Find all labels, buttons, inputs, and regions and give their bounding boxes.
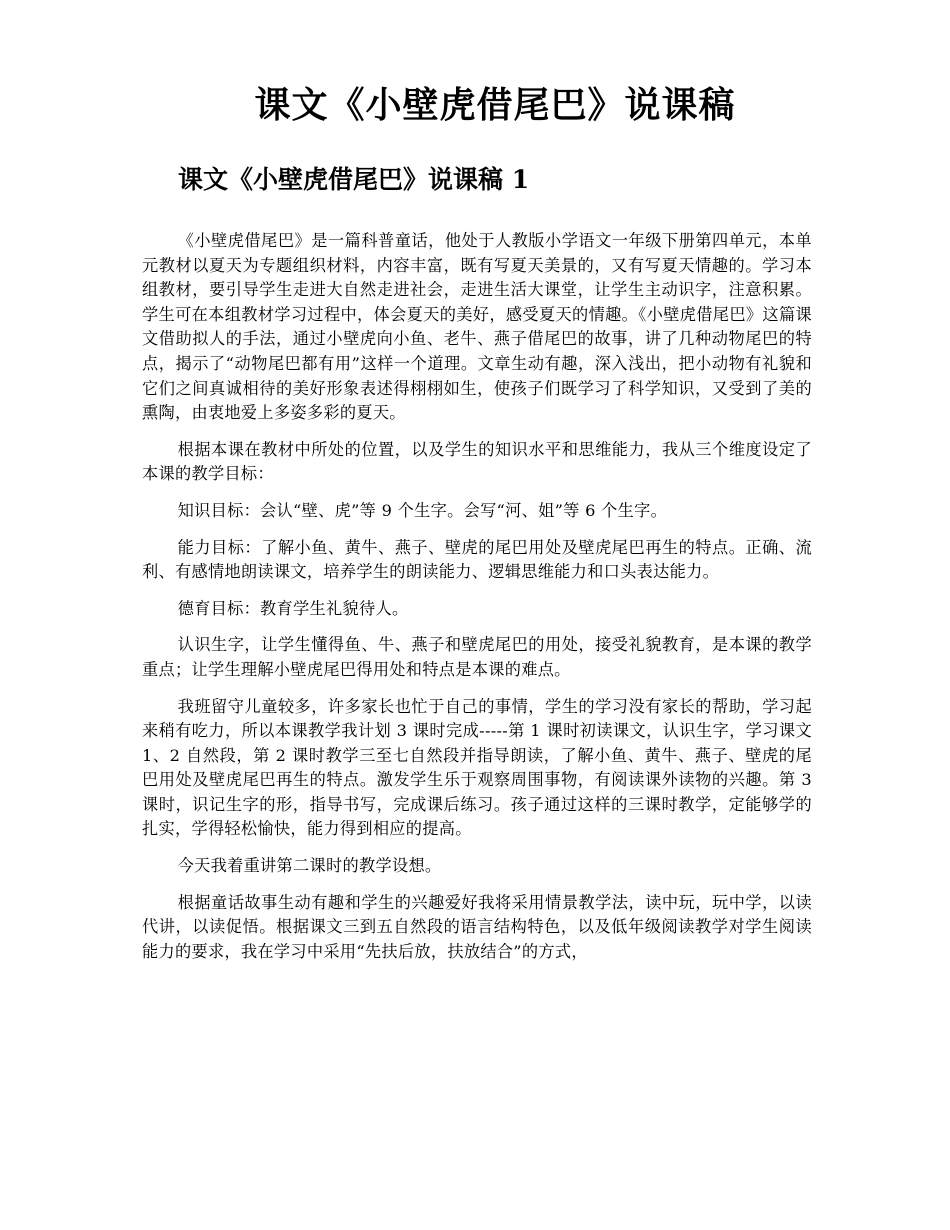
paragraph-teaching-method: 根据童话故事生动有趣和学生的兴趣爱好我将采用情景教学法，读中玩，玩中学，以读代讲，以读促悟。根据课文三到五自然段的语言结构特色，以及低年级阅读教学对学生阅读能力的要求，我在学习中采用“先扶后放，扶放结合”的方式， [142,892,812,961]
paragraph-knowledge-goal: 知识目标：会认“壁、虎”等 9 个生字。会写“河、姐”等 6 个生字。 [177,500,668,520]
paragraph-second-lesson: 今天我着重讲第二课时的教学设想。 [177,856,442,876]
paragraph-moral-goal: 德育目标：教育学生礼貌待人。 [177,598,409,618]
document-body [142,229,812,976]
paragraph-objectives-intro: 根据本课在教材中所处的位置，以及学生的知识水平和思维能力，我从三个维度设定了本课的教学目标： [142,439,812,484]
paragraph-intro: 《小壁虎借尾巴》是一篇科普童话，他处于人教版小学语文一年级下册第四单元，本单元教材以夏天为专题组织材料，内容丰富，既有写夏天美景的，又有写夏天情趣的。学习本组教材，要引导学生走进大自然走进社会，走进生活大课堂，让学生主动识字，注意积累。学生可在本组教材学习过程中，体会夏天的美好，感受夏天的情趣。《小壁虎借尾巴》这篇课文借助拟人的手法，通过小壁虎向小鱼、老牛、燕子借尾巴的故事，讲了几种动物尾巴的特点，揭示了“动物尾巴都有用”这样一个道理。文章生动有趣，深入浅出，把小动物有礼貌和它们之间真诚相待的美好形象表述得栩栩如生，使孩子们既学习了科学知识，又受到了美的熏陶，由衷地爱上多姿多彩的夏天。 [142,231,812,423]
paragraph-key-points: 认识生字，让学生懂得鱼、牛、燕子和壁虎尾巴的用处，接受礼貌教育，是本课的教学重点；让学生理解小壁虎尾巴得用处和特点是本课的难点。 [142,635,812,679]
document-title: 课文《小壁虎借尾巴》说课稿 [254,84,736,126]
paragraph-ability-goal: 能力目标：了解小鱼、黄牛、燕子、壁虎的尾巴用处及壁虎尾巴再生的特点。正确、流利、有感情地朗读课文，培养学生的朗读能力、逻辑思维能力和口头表达能力。 [142,537,812,582]
section-title: 课文《小壁虎借尾巴》说课稿 1 [178,165,530,194]
paragraph-lesson-plan: 我班留守儿童较多，许多家长也忙于自己的事情，学生的学习没有家长的帮助，学习起来稍有吃力，所以本课教学我计划 3 课时完成-----第 1 课时初读课文，认识生字，学习课文 1、2 自然段，第 2 课时教学三至七自然段并指导朗读，了解小鱼、黄牛、燕子、壁虎的尾巴用处及壁虎尾巴再生的特点。激发学生乐于观察周围事物，有阅读课外读物的兴趣。第 3 课时，识记生字的形，指导书写，完成课后练习。孩子通过这样的三课时教学，定能够学的扎实，学得轻松愉快，能力得到相应的提高。 [142,696,812,839]
